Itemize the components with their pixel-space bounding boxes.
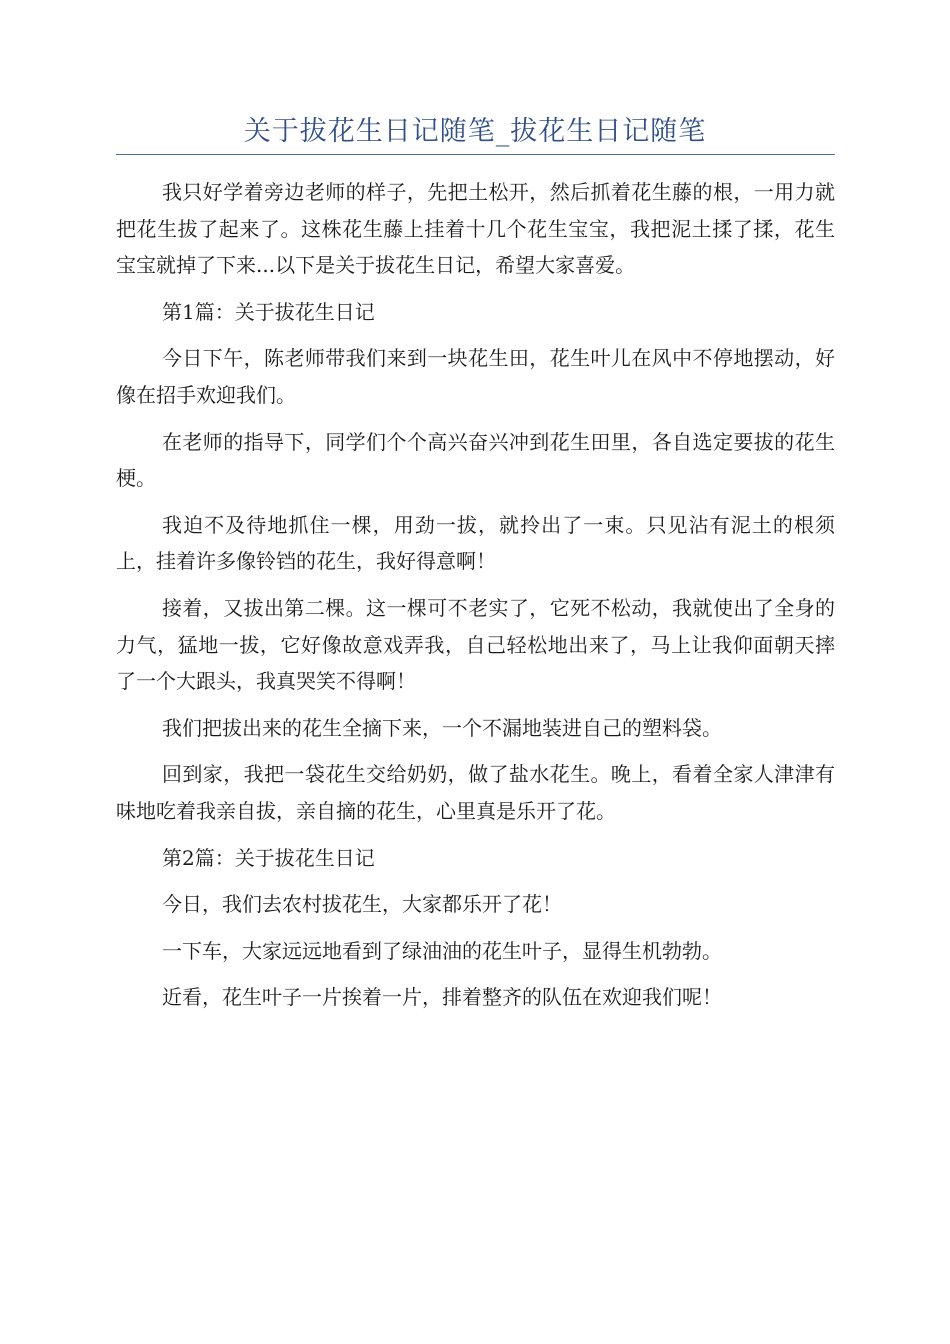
section-heading-2: 第2篇：关于拔花生日记: [162, 845, 375, 870]
intro-paragraph: 我只好学着旁边老师的样子，先把土松开，然后抓着花生藤的根，一用力就把花生拔了起来了。这株花生藤上挂着十几个花生宝宝，我把泥土揉了揉，花生宝宝就掉了下来...以下是关于拔花生日记，希望大家喜爱。: [116, 180, 835, 278]
body-paragraph: 我迫不及待地抓住一棵，用劲一拔，就拎出了一束。只见沾有泥土的根须上，挂着许多像铃铛的花生，我好得意啊！: [116, 512, 835, 574]
body-paragraph: 一下车，大家远远地看到了绿油油的花生叶子，显得生机勃勃。: [162, 938, 722, 963]
body-paragraph: 接着，又拔出第二棵。这一棵可不老实了，它死不松动，我就使出了全身的力气，猛地一拔，它好像故意戏弄我，自己轻松地出来了，马上让我仰面朝天摔了一个大跟头，我真哭笑不得啊！: [116, 595, 835, 694]
body-paragraph: 在老师的指导下，同学们个个高兴奋兴冲到花生田里，各自选定要拔的花生梗。: [116, 429, 835, 491]
title-underline: [116, 154, 835, 155]
body-paragraph: 我们把拔出来的花生全摘下来，一个不漏地装进自己的塑料袋。: [162, 715, 722, 740]
section-heading-1: 第1篇：关于拔花生日记: [162, 299, 375, 324]
document-body: [116, 174, 835, 1026]
body-paragraph: 近看，花生叶子一片挨着一片，排着整齐的队伍在欢迎我们呢！: [162, 985, 722, 1010]
body-paragraph: 今日下午，陈老师带我们来到一块花生田，花生叶儿在风中不停地摆动，好像在招手欢迎我们。: [116, 346, 835, 407]
body-paragraph: 回到家，我把一袋花生交给奶奶，做了盐水花生。晚上，看着全家人津津有味地吃着我亲自拔，亲自摘的花生，心里真是乐开了花。: [116, 762, 835, 823]
body-paragraph: 今日，我们去农村拔花生，大家都乐开了花！: [162, 892, 562, 917]
document-title: 关于拔花生日记随笔_拔花生日记随笔: [243, 116, 707, 147]
